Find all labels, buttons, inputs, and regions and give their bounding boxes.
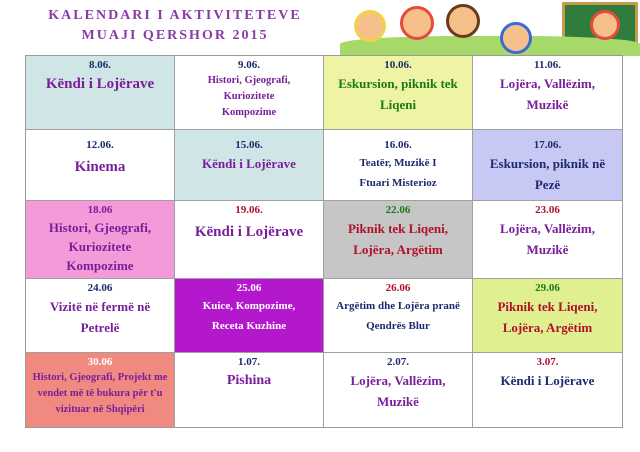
kid-illustration bbox=[590, 10, 620, 40]
cell-date: 22.06 bbox=[385, 204, 411, 216]
cell-date: 8.06. bbox=[89, 59, 111, 71]
calendar-cell bbox=[324, 201, 473, 279]
cell-activity: Pishina bbox=[226, 373, 272, 388]
calendar-cell bbox=[175, 130, 324, 201]
cell-date: 23.06 bbox=[535, 204, 560, 216]
cell-date: 26.06 bbox=[385, 282, 411, 294]
calendar-cell bbox=[26, 56, 175, 130]
cell-activity: Këndi i Lojërave bbox=[194, 224, 304, 240]
kid-illustration bbox=[354, 10, 386, 42]
calendar-cell bbox=[175, 353, 324, 427]
cell-date: 16.06. bbox=[384, 139, 412, 151]
cell-activity: Lojëra, Vallëzim, Muzikë bbox=[350, 373, 446, 409]
cell-date: 10.06. bbox=[384, 59, 412, 71]
cell-date: 2.07. bbox=[387, 356, 409, 368]
cell-activity: Piknik tek Liqeni, Lojëra, Argëtim bbox=[347, 221, 449, 257]
cell-activity: Teatër, Muzikë I Ftuari Misterioz bbox=[359, 157, 437, 189]
cell-date: 29.06 bbox=[535, 282, 560, 294]
cell-activity: Kuice, Kompozime, Receta Kuzhine bbox=[202, 300, 296, 332]
calendar-cell bbox=[324, 353, 473, 427]
calendar-cell bbox=[473, 130, 622, 201]
cell-activity: Lojëra, Vallëzim, Muzikë bbox=[500, 76, 595, 112]
cell-activity: Eskursion, piknik në Pezë bbox=[489, 156, 606, 192]
calendar-cell bbox=[473, 201, 622, 279]
cell-activity: Këndi i Lojërave bbox=[500, 373, 595, 388]
calendar-cell bbox=[324, 279, 473, 353]
cell-date: 17.06. bbox=[533, 139, 562, 151]
calendar-cell bbox=[473, 279, 622, 353]
calendar-cell bbox=[473, 56, 622, 130]
cell-activity: Eskursion, piknik tek Liqeni bbox=[338, 76, 458, 112]
cell-date: 18.06 bbox=[87, 204, 113, 216]
calendar-cell bbox=[175, 56, 324, 130]
cell-date: 1.07. bbox=[238, 356, 260, 368]
calendar-cell bbox=[26, 201, 175, 279]
kid-illustration bbox=[500, 22, 532, 54]
cell-date: 3.07. bbox=[536, 356, 559, 368]
cell-activity: Këndi i Lojërave bbox=[202, 156, 296, 171]
cell-date: 30.06 bbox=[87, 356, 113, 368]
calendar-title: KALENDARI I AKTIVITETEVE bbox=[48, 8, 302, 23]
cell-activity: Histori, Gjeografi, Kuriozitete Kompozime bbox=[207, 75, 291, 118]
cell-activity: Piknik tek Liqeni, Lojëra, Argëtim bbox=[497, 299, 598, 335]
kids-banner-image bbox=[340, 0, 640, 56]
calendar-cell bbox=[175, 201, 324, 279]
cell-activity: Histori, Gjeografi, Kuriozitete Kompozime bbox=[48, 220, 152, 273]
cell-activity: Argëtim dhe Lojëra pranë Qendrës Blur bbox=[336, 300, 460, 332]
kid-illustration bbox=[446, 4, 480, 38]
calendar-cell bbox=[26, 130, 175, 201]
cell-date: 12.06. bbox=[86, 139, 114, 151]
cell-activity: Histori, Gjeografi, Projekt me vendet më të bukura për t'u vizituar në Shqipëri bbox=[32, 372, 168, 415]
activities-calendar-table bbox=[25, 55, 623, 428]
calendar-header bbox=[0, 0, 330, 54]
kid-illustration bbox=[400, 6, 434, 40]
cell-date: 9.06. bbox=[238, 59, 260, 71]
calendar-cell bbox=[473, 353, 622, 427]
cell-activity: Kinema bbox=[74, 159, 126, 175]
grass-illustration bbox=[340, 36, 640, 56]
calendar-cell bbox=[324, 56, 473, 130]
cell-activity: Lojëra, Vallëzim, Muzikë bbox=[500, 221, 595, 257]
calendar-cell bbox=[26, 279, 175, 353]
cell-activity: Vizitë në fermë në Petrelë bbox=[49, 299, 151, 335]
calendar-subtitle: MUAJI QERSHOR 2015 bbox=[81, 28, 269, 43]
cell-activity: Këndi i Lojërave bbox=[45, 76, 155, 92]
cell-date: 19.06. bbox=[235, 204, 263, 216]
cell-date: 24.06 bbox=[87, 282, 113, 294]
calendar-cell bbox=[26, 353, 175, 427]
cell-date: 15.06. bbox=[235, 139, 263, 151]
cell-date: 11.06. bbox=[534, 59, 561, 71]
calendar-cell bbox=[175, 279, 324, 353]
calendar-cell bbox=[324, 130, 473, 201]
cell-date: 25.06 bbox=[236, 282, 262, 294]
